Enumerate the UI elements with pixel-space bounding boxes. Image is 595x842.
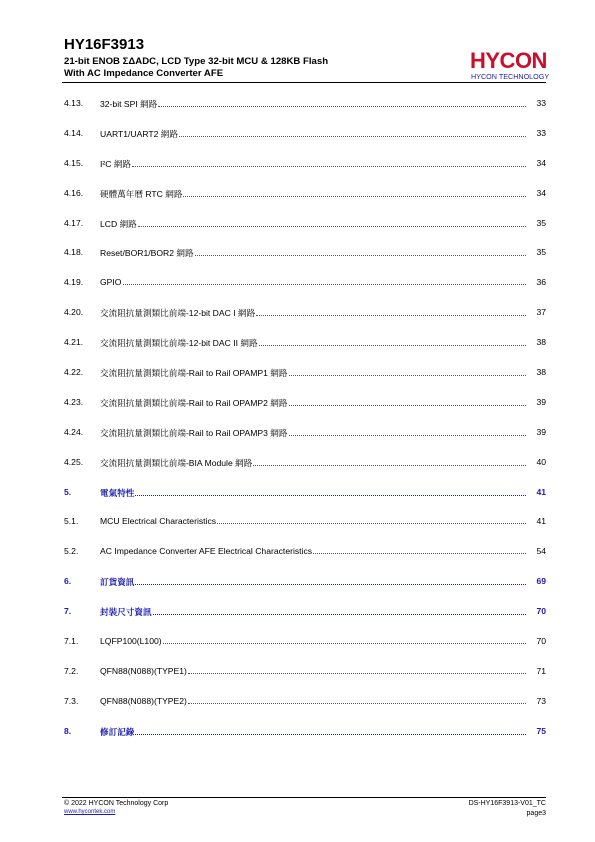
- toc-leader-dots: [158, 106, 526, 107]
- toc-entry-title-wrap: [100, 516, 528, 526]
- toc-entry-title-wrap: [100, 666, 528, 676]
- toc-entry-page: 40: [536, 456, 546, 467]
- toc-entry-number: 4.22.: [64, 367, 84, 378]
- subtitle-line-2: With AC Impedance Converter AFE: [64, 68, 224, 79]
- toc-entry-number: 4.21.: [64, 337, 84, 348]
- toc-entry-number: 6.: [64, 576, 72, 587]
- toc-entry-page: 69: [536, 576, 546, 587]
- toc-entry-page: 73: [536, 695, 546, 706]
- toc-entry-title: QFN88(N088)(TYPE1): [100, 665, 187, 676]
- toc-leader-dots: [179, 136, 526, 137]
- subtitle-line-1: 21-bit ENOB ΣΔADC, LCD Type 32-bit MCU & 128KB Flash: [64, 56, 329, 67]
- header-rule: [62, 82, 546, 83]
- toc-entry-title: 交流阻抗量測類比前端-12-bit DAC I 網路: [100, 308, 256, 319]
- toc-entry[interactable]: [64, 546, 546, 576]
- document-subtitle: [64, 56, 328, 80]
- toc-leader-dots: [138, 226, 526, 227]
- toc-entry-page: 37: [536, 307, 546, 318]
- toc-entry-number: 7.3.: [64, 695, 79, 706]
- toc-leader-dots: [132, 166, 526, 167]
- toc-leader-dots: [195, 255, 526, 256]
- toc-entry-page: 54: [536, 546, 546, 557]
- toc-entry-title-wrap: [100, 218, 528, 230]
- table-of-contents: [64, 98, 546, 756]
- toc-entry-number: 4.13.: [64, 98, 84, 108]
- toc-entry-page: 33: [536, 127, 546, 138]
- toc-entry-page: 41: [536, 486, 546, 497]
- toc-entry-title: MCU Electrical Characteristics: [100, 516, 217, 527]
- toc-entry-number: 7.1.: [64, 636, 79, 647]
- toc-entry-title-wrap: [100, 307, 528, 319]
- toc-leader-dots: [256, 315, 526, 316]
- page-number: page3: [526, 810, 546, 817]
- toc-entry-title: 交流阻抗量測類比前端-Rail to Rail OPAMP1 網路: [100, 368, 288, 379]
- toc-entry[interactable]: [64, 367, 546, 397]
- toc-entry[interactable]: [64, 457, 546, 487]
- toc-entry-title: UART1/UART2 網路: [100, 128, 178, 139]
- toc-entry-title: QFN88(N088)(TYPE2): [100, 695, 187, 706]
- toc-entry-title-wrap: [100, 397, 528, 409]
- toc-entry-title: Reset/BOR1/BOR2 網路: [100, 248, 194, 259]
- toc-entry-number: 8.: [64, 725, 72, 736]
- copyright-text: © 2022 HYCON Technology Corp: [64, 800, 169, 807]
- toc-entry-title: 交流阻抗量測類比前端-12-bit DAC II 網路: [100, 338, 258, 349]
- toc-entry-title: 封裝尺寸資訊: [100, 607, 152, 618]
- toc-entry-title: 電氣特性: [100, 487, 135, 498]
- toc-entry-title: 交流阻抗量測類比前端-BIA Module 網路: [100, 457, 253, 468]
- toc-entry[interactable]: [64, 218, 546, 248]
- toc-entry-title: GPIO: [100, 277, 122, 288]
- toc-entry-number: 4.15.: [64, 157, 84, 168]
- toc-entry-number: 4.17.: [64, 217, 84, 228]
- toc-entry-page: 36: [536, 277, 546, 288]
- toc-leader-dots: [135, 734, 526, 735]
- toc-leader-dots: [289, 435, 527, 436]
- toc-entry[interactable]: [64, 98, 546, 128]
- toc-entry-title: 32-bit SPI 網路: [100, 99, 158, 109]
- toc-entry-title-wrap: [100, 158, 528, 170]
- toc-entry-title-wrap: [100, 726, 528, 738]
- toc-leader-dots: [253, 465, 526, 466]
- toc-entry[interactable]: [64, 337, 546, 367]
- toc-entry-page: 33: [536, 98, 546, 108]
- toc-leader-dots: [289, 405, 527, 406]
- toc-entry-number: 4.16.: [64, 187, 84, 198]
- toc-entry-title: 訂貨資訊: [100, 577, 135, 588]
- toc-leader-dots: [123, 284, 527, 285]
- toc-entry-page: 70: [536, 606, 546, 617]
- toc-entry-title-wrap: [100, 427, 528, 439]
- toc-entry-number: 4.24.: [64, 426, 84, 437]
- toc-entry-title: LQFP100(L100): [100, 636, 162, 647]
- toc-entry[interactable]: [64, 666, 546, 696]
- toc-entry[interactable]: [64, 726, 546, 756]
- toc-entry-title-wrap: [100, 188, 528, 200]
- toc-entry-title: 修訂記錄: [100, 726, 135, 737]
- toc-entry-number: 4.23.: [64, 396, 84, 407]
- document-title: HY16F3913: [64, 36, 145, 53]
- toc-entry-page: 35: [536, 217, 546, 228]
- toc-entry-page: 34: [536, 187, 546, 198]
- toc-entry-page: 38: [536, 367, 546, 378]
- toc-entry-page: 35: [536, 247, 546, 258]
- toc-entry-page: 71: [536, 665, 546, 676]
- toc-leader-dots: [135, 495, 526, 496]
- toc-entry-page: 39: [536, 396, 546, 407]
- toc-entry[interactable]: [64, 307, 546, 337]
- toc-entry[interactable]: [64, 397, 546, 427]
- toc-entry-title-wrap: [100, 247, 528, 259]
- toc-leader-dots: [289, 375, 527, 376]
- toc-entry-number: 4.19.: [64, 277, 84, 288]
- toc-entry[interactable]: [64, 696, 546, 726]
- toc-entry[interactable]: [64, 576, 546, 606]
- toc-entry-title-wrap: [100, 487, 528, 499]
- toc-entry-title-wrap: [100, 606, 528, 618]
- toc-entry-number: 4.20.: [64, 307, 84, 318]
- toc-entry-number: 4.18.: [64, 247, 84, 258]
- toc-leader-dots: [313, 553, 526, 554]
- hycon-logo: [469, 46, 552, 82]
- toc-entry-page: 70: [536, 636, 546, 647]
- toc-entry[interactable]: [64, 128, 546, 158]
- toc-leader-dots: [135, 584, 526, 585]
- toc-entry-title-wrap: [100, 367, 528, 379]
- toc-entry-number: 5.: [64, 486, 72, 497]
- toc-entry-number: 7.2.: [64, 665, 79, 676]
- toc-entry-page: 38: [536, 337, 546, 348]
- toc-leader-dots: [163, 643, 526, 644]
- toc-entry-title-wrap: [100, 576, 528, 588]
- toc-leader-dots: [183, 196, 526, 197]
- toc-entry-number: 4.14.: [64, 127, 84, 138]
- document-id: DS-HY16F3913-V01_TC: [468, 800, 546, 807]
- toc-entry[interactable]: [64, 606, 546, 636]
- toc-leader-dots: [188, 673, 526, 674]
- toc-entry-number: 5.1.: [64, 516, 79, 527]
- toc-entry-page: 39: [536, 426, 546, 437]
- toc-entry-page: 41: [536, 516, 546, 527]
- toc-leader-dots: [153, 614, 526, 615]
- toc-entry[interactable]: [64, 277, 546, 307]
- toc-entry-page: 75: [536, 725, 546, 736]
- toc-leader-dots: [188, 703, 526, 704]
- logo-wordmark: HYCON: [470, 48, 547, 73]
- toc-entry-title-wrap: [100, 636, 528, 646]
- toc-entry-title-wrap: [100, 457, 528, 469]
- toc-entry-title-wrap: [100, 696, 528, 706]
- toc-entry-title-wrap: [100, 546, 528, 556]
- toc-entry-title: AC Impedance Converter AFE Electrical Characteristics: [100, 546, 313, 557]
- footer-rule: [62, 797, 546, 798]
- toc-entry-title-wrap: [100, 277, 528, 287]
- website-link[interactable]: www.hycontek.com: [64, 809, 116, 815]
- toc-entry-title: 硬體萬年曆 RTC 網路: [100, 188, 183, 199]
- toc-entry[interactable]: [64, 427, 546, 457]
- toc-entry-title: LCD 網路: [100, 218, 137, 229]
- toc-entry[interactable]: [64, 188, 546, 218]
- toc-entry[interactable]: [64, 247, 546, 277]
- toc-entry-title: 交流阻抗量測類比前端-Rail to Rail OPAMP2 網路: [100, 397, 288, 408]
- toc-entry-number: 7.: [64, 606, 72, 617]
- toc-entry[interactable]: [64, 487, 546, 517]
- toc-entry[interactable]: [64, 636, 546, 666]
- toc-entry[interactable]: [64, 158, 546, 188]
- toc-entry-title: 交流阻抗量測類比前端-Rail to Rail OPAMP3 網路: [100, 427, 288, 438]
- toc-leader-dots: [217, 523, 526, 524]
- toc-entry[interactable]: [64, 516, 546, 546]
- toc-entry-number: 4.25.: [64, 456, 84, 467]
- logo-tagline: HYCON TECHNOLOGY: [471, 72, 550, 81]
- toc-leader-dots: [259, 345, 526, 346]
- toc-entry-title-wrap: [100, 337, 528, 349]
- toc-entry-title: I²C 網路: [100, 158, 132, 169]
- toc-entry-title-wrap: [100, 128, 528, 140]
- toc-entry-title-wrap: [100, 98, 528, 110]
- toc-entry-page: 34: [536, 157, 546, 168]
- toc-entry-number: 5.2.: [64, 546, 79, 557]
